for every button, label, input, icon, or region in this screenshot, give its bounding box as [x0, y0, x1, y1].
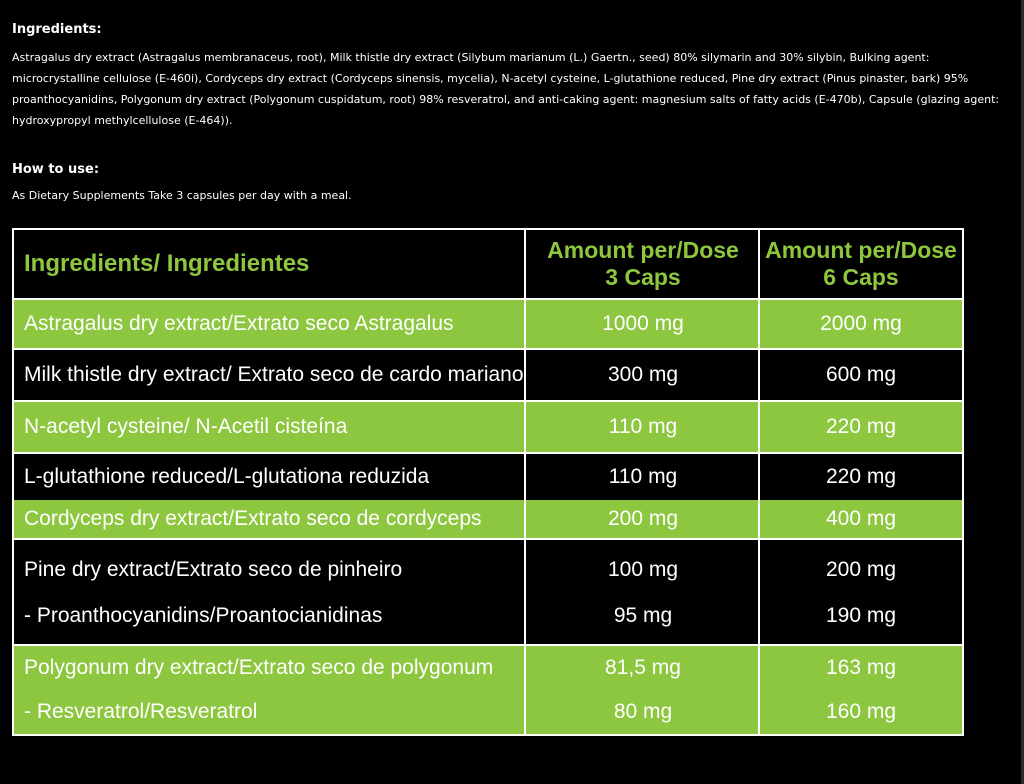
header-dose-3-line2: 3 Caps	[605, 264, 681, 290]
row-dose-3: 100 mg	[607, 558, 679, 581]
row-dose-6: 600 mg	[825, 363, 897, 386]
row-dose-6: 220 mg	[825, 465, 897, 488]
header-dose-6-caps	[760, 230, 962, 298]
row-ingredient-name: Milk thistle dry extract/ Extrato seco de cardo mariano	[24, 363, 524, 386]
table-row-group-pine	[14, 540, 962, 644]
row-dose-6: 2000 mg	[820, 312, 902, 335]
row-ingredient-name: - Proanthocyanidins/Proantocianidinas	[24, 604, 383, 627]
header-dose-6-line1: Amount per/Dose	[765, 237, 957, 263]
row-dose-3: 80 mg	[613, 700, 673, 723]
header-dose-3-line1: Amount per/Dose	[547, 237, 739, 263]
row-dose-3: 200 mg	[607, 507, 679, 530]
divider	[14, 298, 962, 300]
row-dose-3: 300 mg	[607, 363, 679, 386]
row-dose-3: 95 mg	[613, 604, 673, 627]
row-dose-6: 163 mg	[825, 656, 897, 679]
row-dose-6: 160 mg	[825, 700, 897, 723]
divider	[14, 644, 962, 646]
row-ingredient-name: - Resveratrol/Resveratrol	[24, 700, 258, 723]
row-dose-3: 1000 mg	[602, 312, 684, 335]
table-row	[14, 402, 962, 452]
row-dose-3: 110 mg	[608, 465, 678, 488]
table-row-group-polygonum	[14, 646, 962, 734]
ingredients-heading: Ingredients:	[12, 22, 102, 37]
divider	[14, 538, 962, 540]
ingredients-text: Astragalus dry extract (Astragalus membranaceus, root), Milk thistle dry extract (Silybum marianum (L.) Gaertn., seed) 80% silymarin and 30% silybin, Bulking agent: microcrystalline cellulose (E-460i), Cordyceps dry extract (Cordyceps sinensis, mycelia), N-acetyl cysteine, L-glutathione reduced, Pine dry extract (Pinus pinaster, bark) 95% proanthocyanidins, Polygonum dry extract (Polygonum cuspidatum, root) 98% resveratrol, and anti-caking agent: magnesium salts of fatty acids (E-470b), Capsule (glazing agent: hydroxypropyl methylcellulose (E-464)).	[12, 51, 1000, 127]
divider	[524, 230, 526, 734]
table-row	[14, 300, 962, 348]
row-dose-3: 81,5 mg	[605, 656, 681, 679]
table-row	[14, 500, 962, 538]
row-dose-6: 220 mg	[825, 415, 897, 438]
table-header-row	[14, 230, 962, 298]
table-row	[14, 350, 962, 400]
row-dose-6: 400 mg	[825, 507, 897, 530]
row-ingredient-name: N-acetyl cysteine/ N-Acetil cisteína	[24, 415, 348, 438]
header-dose-6-line2: 6 Caps	[823, 264, 899, 290]
nutrition-table	[12, 228, 964, 736]
divider	[758, 230, 760, 734]
row-ingredient-name: L-glutathione reduced/L-glutationa reduzida	[24, 465, 430, 488]
row-dose-3: 110 mg	[608, 415, 678, 438]
header-dose-3-caps	[526, 230, 760, 298]
row-ingredient-name: Astragalus dry extract/Extrato seco Astragalus	[24, 312, 454, 335]
table-row	[14, 454, 962, 500]
row-dose-6: 200 mg	[825, 558, 897, 581]
how-to-use-heading: How to use:	[12, 162, 100, 177]
row-ingredient-name: Cordyceps dry extract/Extrato seco de cordyceps	[24, 507, 482, 530]
row-ingredient-name: Pine dry extract/Extrato seco de pinheiro	[24, 558, 403, 581]
how-to-use-text: As Dietary Supplements Take 3 capsules per day with a meal.	[12, 189, 352, 202]
row-ingredient-name: Polygonum dry extract/Extrato seco de polygonum	[24, 656, 494, 679]
divider	[14, 452, 962, 454]
divider	[14, 348, 962, 350]
header-ingredients: Ingredients/ Ingredientes	[24, 250, 310, 277]
divider	[14, 400, 962, 402]
row-dose-6: 190 mg	[825, 604, 897, 627]
